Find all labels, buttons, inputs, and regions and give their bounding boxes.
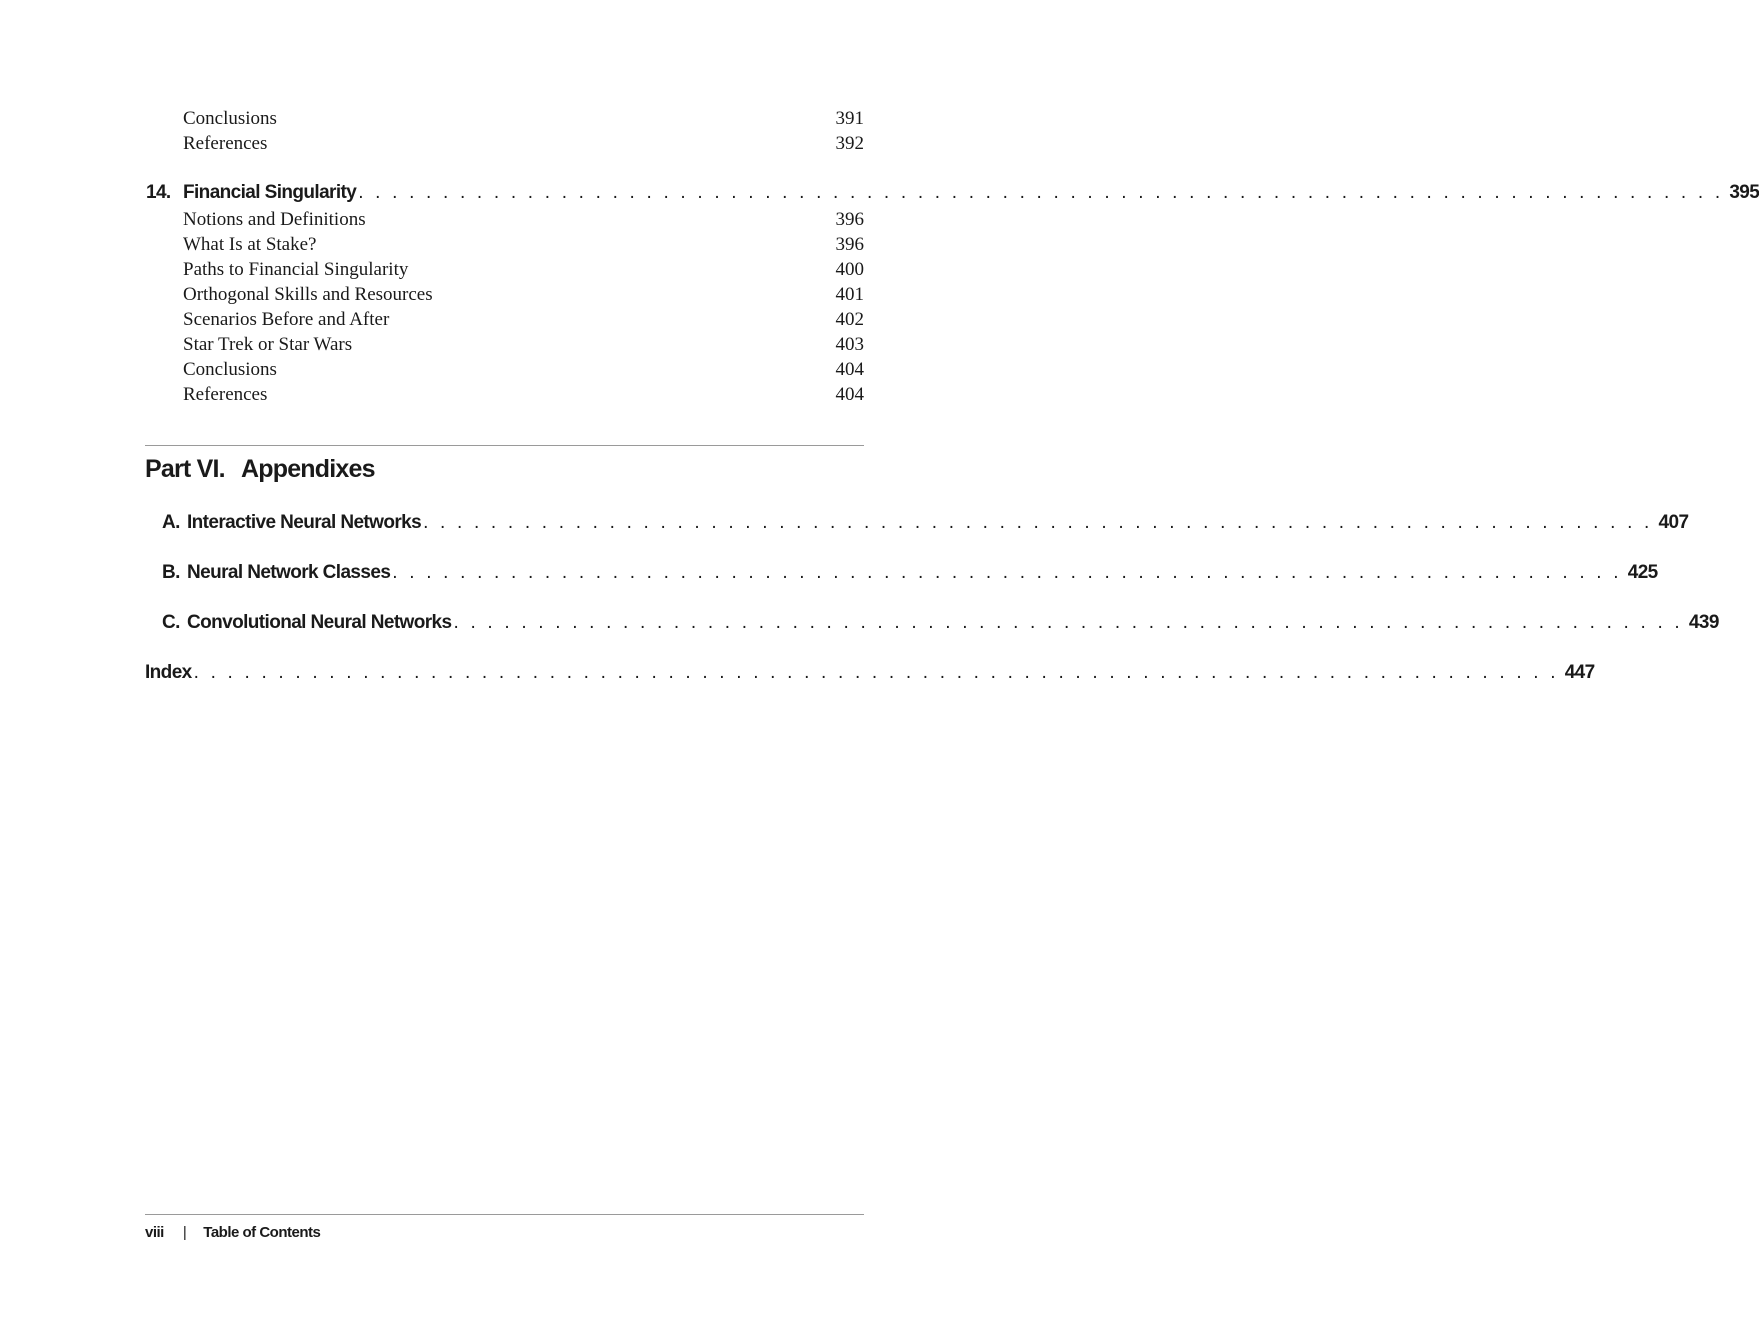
toc-entry-page: 396	[835, 208, 864, 230]
toc-appendix-b[interactable]	[162, 558, 1658, 588]
toc-entry-page: 404	[835, 358, 864, 380]
toc-entry-page: 403	[835, 333, 864, 355]
toc-entry-page: 400	[835, 258, 864, 280]
part-title: Appendixes	[241, 454, 375, 483]
toc-entry-page: 402	[835, 308, 864, 330]
toc-entry-page: 404	[835, 383, 864, 405]
toc-entry-title: Notions and Definitions	[183, 208, 366, 230]
part-label: Part VI.	[145, 454, 225, 483]
footer-divider	[145, 1214, 864, 1215]
toc-entry[interactable]	[183, 257, 864, 282]
dot-leader: . . . . . . . . . . . . . . . . . . . . . . . . . . . . . . . . . . . . . . . . . . . . . . . . . . . . . . . . . . . . . . . . . . . . . . . . .	[453, 612, 1683, 633]
appendix-page: 439	[1688, 612, 1719, 633]
part-divider	[145, 445, 864, 446]
toc-entry-page: 391	[835, 107, 864, 129]
part-heading[interactable]	[145, 452, 375, 486]
toc-entry-title: Star Trek or Star Wars	[183, 333, 353, 355]
footer-running-title: Table of Contents	[203, 1223, 321, 1241]
toc-entry[interactable]	[183, 307, 864, 332]
toc-entry-title: References	[183, 383, 268, 405]
toc-entry-title: Conclusions	[183, 358, 277, 380]
toc-appendix-a[interactable]	[162, 508, 1689, 538]
index-page: 447	[1564, 662, 1595, 683]
toc-entry-title: What Is at Stake?	[183, 233, 317, 255]
toc-entry[interactable]	[183, 106, 864, 131]
page-footer	[145, 1222, 320, 1242]
toc-entry[interactable]	[183, 131, 864, 156]
toc-chapter-14[interactable]	[146, 178, 1759, 208]
toc-entry-title: Scenarios Before and After	[183, 308, 390, 330]
chapter-number: 14.	[146, 182, 171, 203]
appendix-title: Interactive Neural Networks	[187, 512, 422, 533]
toc-entry-title: Paths to Financial Singularity	[183, 258, 409, 280]
toc-entry[interactable]	[183, 232, 864, 257]
toc-entry[interactable]	[183, 282, 864, 307]
toc-entry-page: 392	[835, 132, 864, 154]
toc-index[interactable]	[145, 658, 1595, 688]
dot-leader: . . . . . . . . . . . . . . . . . . . . . . . . . . . . . . . . . . . . . . . . . . . . . . . . . . . . . . . . . . . . . . . . . . . . . . . . . . . . . . . . .	[358, 182, 1724, 203]
dot-leader: . . . . . . . . . . . . . . . . . . . . . . . . . . . . . . . . . . . . . . . . . . . . . . . . . . . . . . . . . . . . . . . . . . . . . . . . .	[392, 562, 1622, 583]
appendix-title: Neural Network Classes	[187, 562, 391, 583]
appendix-letter: C.	[162, 612, 180, 633]
dot-leader: . . . . . . . . . . . . . . . . . . . . . . . . . . . . . . . . . . . . . . . . . . . . . . . . . . . . . . . . . . . . . . . . . . . . . . . . .	[423, 512, 1653, 533]
toc-appendix-c[interactable]	[162, 608, 1719, 638]
index-title: Index	[145, 662, 192, 683]
appendix-title: Convolutional Neural Networks	[187, 612, 452, 633]
toc-entry[interactable]	[183, 207, 864, 232]
toc-entry-page: 401	[835, 283, 864, 305]
toc-entry-title: Orthogonal Skills and Resources	[183, 283, 433, 305]
appendix-letter: B.	[162, 562, 180, 583]
toc-entry[interactable]	[183, 332, 864, 357]
chapter-title: Financial Singularity	[183, 182, 357, 203]
toc-entry-title: Conclusions	[183, 107, 277, 129]
toc-entry[interactable]	[183, 382, 864, 407]
appendix-page: 407	[1658, 512, 1689, 533]
toc-entry-title: References	[183, 132, 268, 154]
appendix-letter: A.	[162, 512, 180, 533]
toc-entry-page: 396	[835, 233, 864, 255]
toc-entry[interactable]	[183, 357, 864, 382]
footer-separator: |	[182, 1223, 187, 1241]
dot-leader: . . . . . . . . . . . . . . . . . . . . . . . . . . . . . . . . . . . . . . . . . . . . . . . . . . . . . . . . . . . . . . . . . . . . . . . . . . . . . . . . .	[193, 662, 1559, 683]
footer-page-number: viii	[145, 1223, 164, 1241]
chapter-page: 395	[1729, 182, 1759, 203]
appendix-page: 425	[1627, 562, 1658, 583]
